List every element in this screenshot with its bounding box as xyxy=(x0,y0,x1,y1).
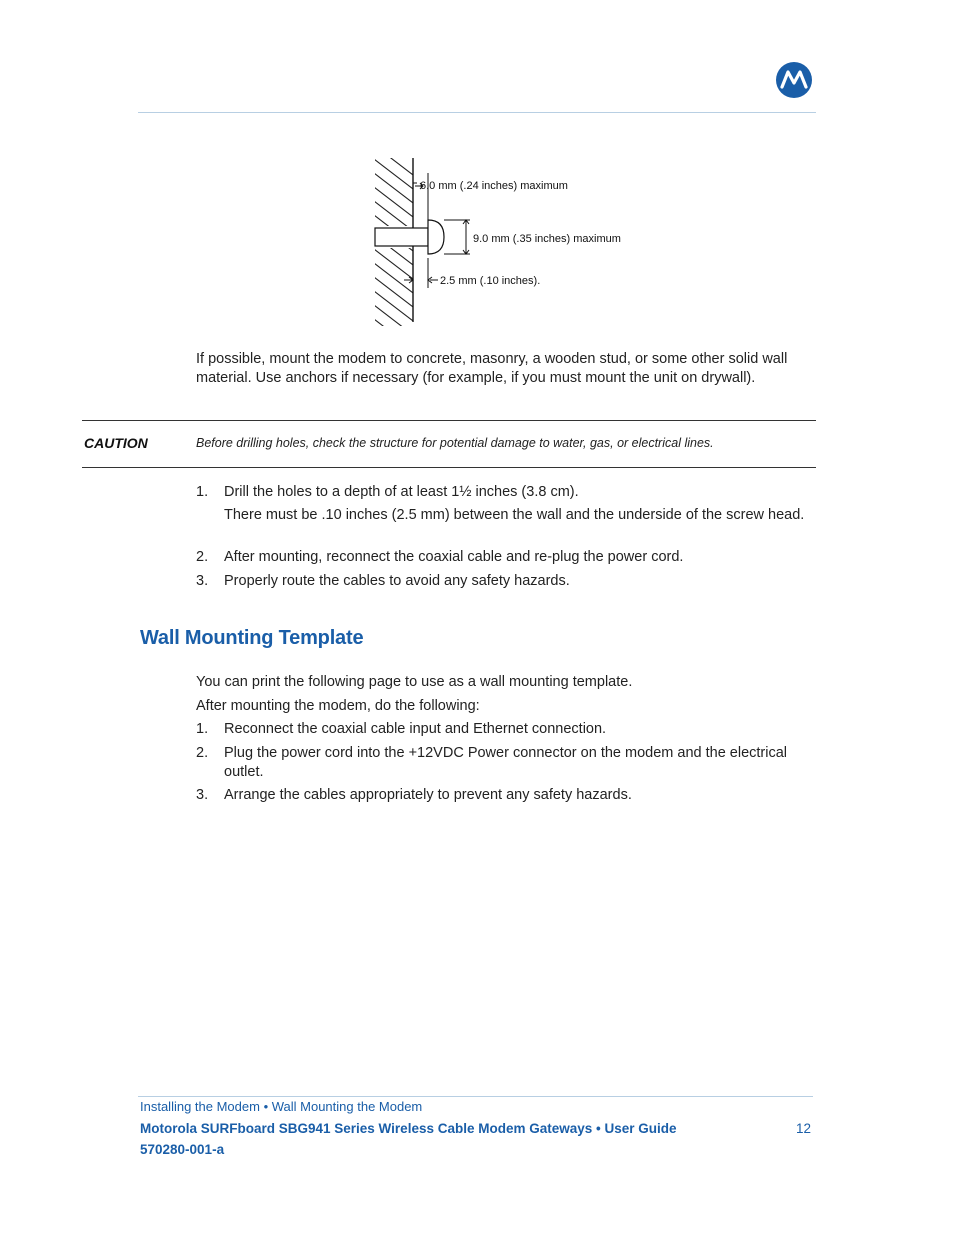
screw-mounting-diagram xyxy=(370,158,650,326)
section-heading: Wall Mounting Template xyxy=(140,627,364,649)
after-mounting-paragraph: After mounting the modem, do the following: xyxy=(196,698,480,714)
step-text: Reconnect the coaxial cable input and Ethernet connection. xyxy=(224,721,607,737)
caution-label: CAUTION xyxy=(84,435,148,451)
screw-head xyxy=(428,220,444,254)
step-number: 2. xyxy=(196,745,209,761)
step-text: Properly route the cables to avoid any safety hazards. xyxy=(224,573,570,589)
footer-document-title: Motorola SURFboard SBG941 Series Wireless Cable Modem Gateways • User Guide xyxy=(140,1121,677,1136)
step-note: There must be .10 inches (2.5 mm) between the wall and the underside of the screw head. xyxy=(224,507,805,523)
header-rule xyxy=(138,112,816,113)
page-number: 12 xyxy=(796,1121,812,1136)
footer-document-number: 570280-001-a xyxy=(140,1142,225,1157)
label-gap: 2.5 mm (.10 inches). xyxy=(440,275,541,287)
step-number: 3. xyxy=(196,787,209,803)
caution-text: Before drilling holes, check the structure for potential damage to water, gas, or electrical lines. xyxy=(196,436,714,450)
step-number: 1. xyxy=(196,721,209,737)
step-number: 1. xyxy=(196,484,209,500)
screw-shank xyxy=(375,228,428,246)
step-text: After mounting, reconnect the coaxial cable and re-plug the power cord. xyxy=(224,549,684,565)
label-head: 9.0 mm (.35 inches) maximum xyxy=(473,233,621,245)
mounting-surface-paragraph: If possible, mount the modem to concrete, masonry, a wooden stud, or some other solid wall material. Use anchors if necessary (for example, if you must mount the unit on drywall). xyxy=(196,351,788,386)
label-max-depth: 6.0 mm (.24 inches) maximum xyxy=(420,180,568,192)
caution-rule-bottom xyxy=(82,467,816,468)
caution-rule-top xyxy=(82,420,816,421)
footer-breadcrumb: Installing the Modem • Wall Mounting the Modem xyxy=(140,1099,423,1114)
step-number: 3. xyxy=(196,573,209,589)
footer-rule xyxy=(138,1096,813,1097)
step-number: 2. xyxy=(196,549,209,565)
template-paragraph: You can print the following page to use as a wall mounting template. xyxy=(196,674,633,690)
motorola-logo-icon xyxy=(776,62,812,98)
step-text: Arrange the cables appropriately to prevent any safety hazards. xyxy=(224,787,632,803)
step-text: Drill the holes to a depth of at least 1½ inches (3.8 cm). xyxy=(224,484,579,500)
step-text: Plug the power cord into the +12VDC Power connector on the modem and the electrical outlet. xyxy=(224,745,788,780)
